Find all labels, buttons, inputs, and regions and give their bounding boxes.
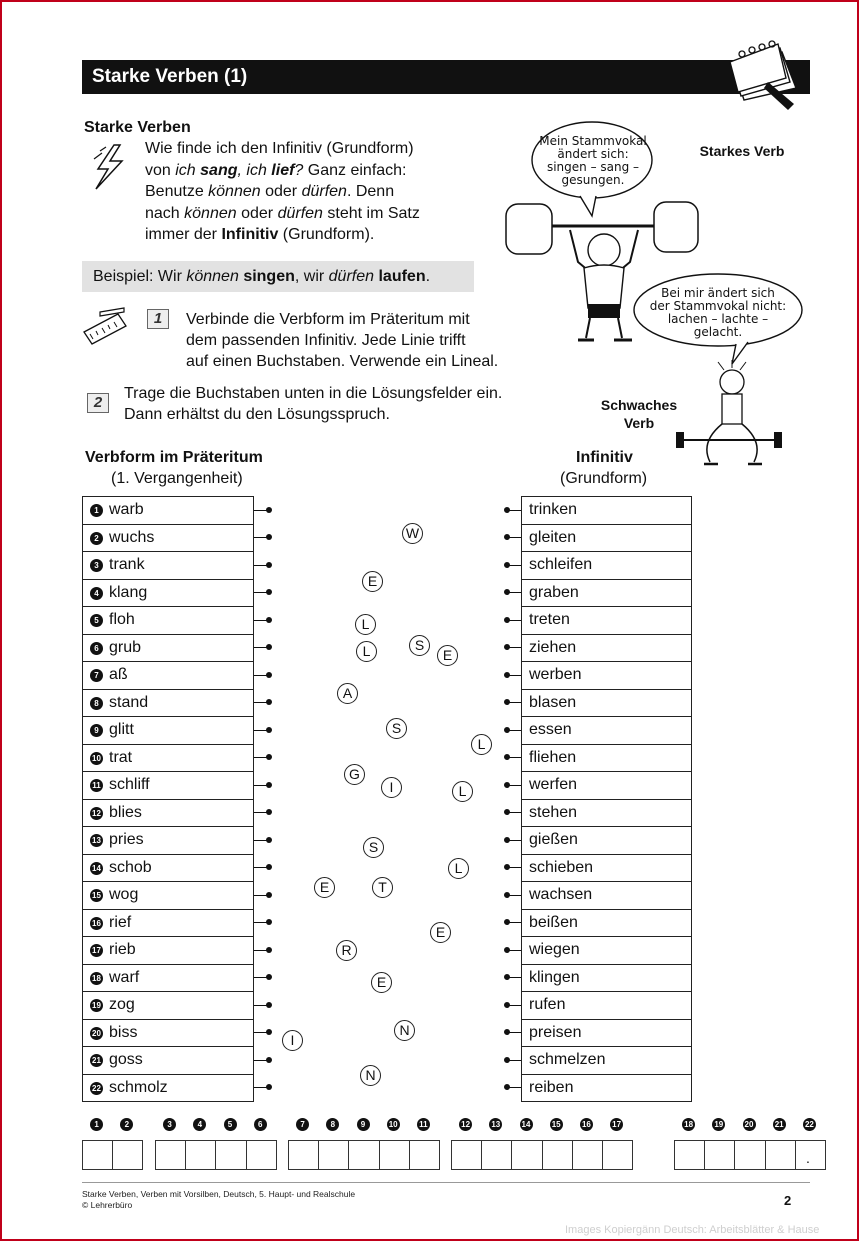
preterite-verb-row <box>83 497 254 525</box>
answer-box[interactable] <box>155 1140 186 1170</box>
footer: Starke Verben, Verben mit Vorsilben, Deutsch, 5. Haupt- und Realschule © Lehrerbüro <box>82 1189 356 1210</box>
example-box: Beispiel: Wir können singen, wir dürfen laufen. <box>82 261 474 292</box>
infinitive-verb-label: trinken <box>529 501 578 519</box>
answer-number: 17 <box>610 1118 623 1131</box>
preterite-verb-label: wuchs <box>109 528 155 546</box>
connector-dot-left[interactable] <box>266 727 272 733</box>
preterite-verb-label: blies <box>109 803 142 821</box>
preterite-verb-row <box>83 854 254 882</box>
infinitive-verb-label: gießen <box>529 831 578 849</box>
left-column-subheading: (1. Vergangenheit) <box>111 470 243 487</box>
answer-number: 20 <box>743 1118 756 1131</box>
item-number-badge: 18 <box>90 972 103 985</box>
item-number-badge: 11 <box>90 779 103 792</box>
page-number: 2 <box>784 1193 792 1208</box>
item-number-badge: 3 <box>90 559 103 572</box>
connector-dot-right[interactable] <box>504 507 510 513</box>
answer-box[interactable] <box>765 1140 796 1170</box>
infinitive-verb-row <box>522 744 692 772</box>
answer-end-mark: . <box>806 1150 810 1166</box>
connector-dot-left[interactable] <box>266 1002 272 1008</box>
preterite-verb-row <box>83 1019 254 1047</box>
infinitive-verb-row <box>522 579 692 607</box>
speech-bubble-weak: Bei mir ändert sich der Stammvokal nicht: lachen – lachte – gelacht. <box>649 286 787 339</box>
preterite-verb-row <box>83 634 254 662</box>
preterite-verb-label: stand <box>109 693 149 711</box>
infinitive-verb-label: wiegen <box>529 941 580 959</box>
preterite-verb-row <box>83 662 254 690</box>
preterite-verb-label: schliff <box>109 776 150 794</box>
connector-dot-left[interactable] <box>266 947 272 953</box>
connector-dot-right[interactable] <box>504 672 510 678</box>
answer-box[interactable] <box>246 1140 277 1170</box>
answer-box[interactable] <box>451 1140 482 1170</box>
preterite-verb-label: schob <box>109 858 152 876</box>
letter-circle: N <box>394 1020 415 1041</box>
connector-dot-right[interactable] <box>504 727 510 733</box>
infinitive-verb-row <box>522 497 692 525</box>
answer-box[interactable] <box>511 1140 542 1170</box>
letter-circle: N <box>360 1065 381 1086</box>
infinitive-verb-label: wachsen <box>529 886 593 904</box>
answer-number: 5 <box>224 1118 237 1131</box>
answer-box[interactable] <box>602 1140 633 1170</box>
letter-circle: L <box>452 781 473 802</box>
preterite-verb-label: glitt <box>109 721 134 739</box>
item-number-badge: 19 <box>90 999 103 1012</box>
letter-circle: E <box>430 922 451 943</box>
section-title: Starke Verben <box>84 119 191 136</box>
infinitive-verb-label: reiben <box>529 1078 574 1096</box>
infinitive-verb-label: werfen <box>529 776 578 794</box>
connector-dot-left[interactable] <box>266 672 272 678</box>
answer-box[interactable] <box>379 1140 410 1170</box>
answer-number: 10 <box>387 1118 400 1131</box>
preterite-verb-label: rieb <box>109 941 136 959</box>
infinitive-verb-label: preisen <box>529 1023 582 1041</box>
letter-circle: L <box>448 858 469 879</box>
item-number-badge: 8 <box>90 697 103 710</box>
preterite-verb-label: rief <box>109 913 132 931</box>
preterite-verb-row <box>83 607 254 635</box>
answer-number: 13 <box>489 1118 502 1131</box>
notepad-icon <box>724 38 804 118</box>
preterite-verb-row <box>83 882 254 910</box>
answer-box[interactable] <box>215 1140 246 1170</box>
answer-box[interactable] <box>185 1140 216 1170</box>
preterite-verb-label: warf <box>109 968 140 986</box>
task-2-badge: 2 <box>87 393 109 413</box>
letter-circle: E <box>362 571 383 592</box>
preterite-verb-row <box>83 799 254 827</box>
answer-box[interactable] <box>542 1140 573 1170</box>
preterite-verb-table <box>82 496 254 1102</box>
letter-circle: G <box>344 764 365 785</box>
preterite-verb-label: wog <box>109 886 139 904</box>
infinitive-verb-label: schleifen <box>529 556 593 574</box>
answer-number: 15 <box>550 1118 563 1131</box>
task-1-text: Verbinde die Verbform im Präteritum mit dem passenden Infinitiv. Jede Linie trifft auf einen Buchstaben. Verwende ein Lineal. <box>186 311 499 370</box>
connector-dot-left[interactable] <box>266 782 272 788</box>
infinitive-verb-row <box>522 634 692 662</box>
letter-circle: T <box>372 877 393 898</box>
item-number-badge: 2 <box>90 532 103 545</box>
infinitive-verb-row <box>522 1019 692 1047</box>
connector-dot-left[interactable] <box>266 837 272 843</box>
letter-circle: E <box>314 877 335 898</box>
connector-dot-right[interactable] <box>504 782 510 788</box>
answer-box[interactable] <box>704 1140 735 1170</box>
answer-box[interactable] <box>112 1140 143 1170</box>
infinitive-verb-row <box>522 992 692 1020</box>
speech-bubble-strong: Mein Stammvokal ändert sich: singen – sang – gesungen. <box>539 134 647 187</box>
preterite-verb-label: klang <box>109 583 148 601</box>
infinitive-verb-row <box>522 937 692 965</box>
connector-dot-right[interactable] <box>504 1057 510 1063</box>
item-number-badge: 1 <box>90 504 103 517</box>
preterite-verb-row <box>83 744 254 772</box>
item-number-badge: 6 <box>90 642 103 655</box>
preterite-verb-label: biss <box>109 1023 138 1041</box>
connector-dot-left[interactable] <box>266 562 272 568</box>
preterite-verb-label: schmolz <box>109 1078 168 1096</box>
letter-circle: R <box>336 940 357 961</box>
infinitive-verb-row <box>522 827 692 855</box>
answer-box[interactable] <box>409 1140 440 1170</box>
letter-circle: A <box>337 683 358 704</box>
answer-number: 14 <box>520 1118 533 1131</box>
infinitive-verb-row <box>522 964 692 992</box>
answer-number: 18 <box>682 1118 695 1131</box>
connector-dot-left[interactable] <box>266 892 272 898</box>
preterite-verb-label: warb <box>109 501 144 519</box>
item-number-badge: 7 <box>90 669 103 682</box>
preterite-verb-row <box>83 717 254 745</box>
connector-dot-right[interactable] <box>504 892 510 898</box>
answer-box[interactable] <box>481 1140 512 1170</box>
preterite-verb-row <box>83 937 254 965</box>
connector-dot-right[interactable] <box>504 837 510 843</box>
infinitive-verb-table <box>521 496 692 1102</box>
item-number-badge: 17 <box>90 944 103 957</box>
infinitive-verb-label: graben <box>529 583 579 601</box>
preterite-verb-row <box>83 1047 254 1075</box>
infinitive-verb-label: schmelzen <box>529 1051 606 1069</box>
infinitive-verb-label: rufen <box>529 996 566 1014</box>
left-column-heading: Verbform im Präteritum <box>85 449 263 466</box>
preterite-verb-row <box>83 552 254 580</box>
right-column-heading: Infinitiv <box>576 449 633 466</box>
infinitive-verb-row <box>522 882 692 910</box>
infinitive-verb-label: fliehen <box>529 748 577 766</box>
preterite-verb-label: grub <box>109 638 142 656</box>
letter-circle: L <box>471 734 492 755</box>
infinitive-verb-label: schieben <box>529 858 594 876</box>
infinitive-verb-row <box>522 1074 692 1102</box>
answer-box[interactable] <box>795 1140 826 1170</box>
item-number-badge: 14 <box>90 862 103 875</box>
connector-dot-left[interactable] <box>266 617 272 623</box>
infinitive-verb-row <box>522 662 692 690</box>
infinitive-verb-label: essen <box>529 721 572 739</box>
task-1-badge: 1 <box>147 309 169 329</box>
preterite-verb-label: goss <box>109 1051 143 1069</box>
letter-circle: L <box>355 614 376 635</box>
strong-verb-label: Starkes Verb <box>699 143 785 159</box>
answer-box[interactable] <box>318 1140 349 1170</box>
infinitive-verb-row <box>522 1047 692 1075</box>
infinitive-verb-label: treten <box>529 611 570 629</box>
infinitive-verb-label: klingen <box>529 968 580 986</box>
item-number-badge: 13 <box>90 834 103 847</box>
preterite-verb-label: trank <box>109 556 145 574</box>
item-number-badge: 12 <box>90 807 103 820</box>
weak-verb-label: Schwaches Verb <box>600 397 678 431</box>
answer-number: 6 <box>254 1118 267 1131</box>
answer-number: 1 <box>90 1118 103 1131</box>
infinitive-verb-row <box>522 717 692 745</box>
infinitive-verb-row <box>522 607 692 635</box>
answer-box[interactable] <box>734 1140 765 1170</box>
infinitive-verb-row <box>522 524 692 552</box>
answer-number: 22 <box>803 1118 816 1131</box>
item-number-badge: 21 <box>90 1054 103 1067</box>
letter-circle: L <box>356 641 377 662</box>
answer-box[interactable] <box>674 1140 705 1170</box>
letter-circle: W <box>402 523 423 544</box>
answer-number: 9 <box>357 1118 370 1131</box>
connector-dot-right[interactable] <box>504 562 510 568</box>
footer-divider <box>82 1182 810 1183</box>
infinitive-verb-label: gleiten <box>529 528 577 546</box>
watermark: Images Kopiergänn Deutsch: Arbeitsblätter & Hause <box>565 1224 820 1236</box>
infinitive-verb-row <box>522 854 692 882</box>
answer-number: 2 <box>120 1118 133 1131</box>
answer-box[interactable] <box>82 1140 113 1170</box>
preterite-verb-row <box>83 964 254 992</box>
item-number-badge: 22 <box>90 1082 103 1095</box>
infinitive-verb-row <box>522 909 692 937</box>
answer-box[interactable] <box>572 1140 603 1170</box>
infinitive-verb-label: stehen <box>529 803 578 821</box>
answer-box[interactable] <box>348 1140 379 1170</box>
infinitive-verb-label: beißen <box>529 913 578 931</box>
preterite-verb-label: trat <box>109 748 133 766</box>
right-column-subheading: (Grundform) <box>560 470 648 487</box>
item-number-badge: 16 <box>90 917 103 930</box>
letter-circle: S <box>409 635 430 656</box>
preterite-verb-label: floh <box>109 611 135 629</box>
preterite-verb-row <box>83 992 254 1020</box>
item-number-badge: 10 <box>90 752 103 765</box>
item-number-badge: 4 <box>90 587 103 600</box>
intro-text: Wie finde ich den Infinitiv (Grundform) von ich sang, ich lief? Ganz einfach: Benutze können oder dürfen. Denn nach können oder dürfen steht im Satz immer der Infinitiv (Grundform). <box>145 140 420 243</box>
connector-dot-left[interactable] <box>266 1057 272 1063</box>
preterite-verb-label: aß <box>109 666 128 684</box>
item-number-badge: 15 <box>90 889 103 902</box>
task-2-text: Trage die Buchstaben unten in die Lösungsfelder ein. Dann erhältst du den Lösungsspruch. <box>124 385 503 423</box>
answer-number: 12 <box>459 1118 472 1131</box>
preterite-verb-row <box>83 689 254 717</box>
answer-number: 19 <box>712 1118 725 1131</box>
infinitive-verb-row <box>522 689 692 717</box>
connector-dot-right[interactable] <box>504 947 510 953</box>
letter-circle: S <box>386 718 407 739</box>
infinitive-verb-row <box>522 772 692 800</box>
answer-number: 21 <box>773 1118 786 1131</box>
letter-circle: E <box>371 972 392 993</box>
answer-box[interactable] <box>288 1140 319 1170</box>
preterite-verb-row <box>83 579 254 607</box>
letter-circle: I <box>381 777 402 798</box>
answer-number: 4 <box>193 1118 206 1131</box>
preterite-verb-label: zog <box>109 996 135 1014</box>
lightning-icon <box>90 143 130 193</box>
letter-circle: S <box>363 837 384 858</box>
letter-circle: E <box>437 645 458 666</box>
infinitive-verb-row <box>522 552 692 580</box>
preterite-verb-row <box>83 524 254 552</box>
connector-dot-right[interactable] <box>504 617 510 623</box>
item-number-badge: 20 <box>90 1027 103 1040</box>
page-title: Starke Verben (1) <box>82 60 810 94</box>
answer-number: 16 <box>580 1118 593 1131</box>
infinitive-verb-label: werben <box>529 666 582 684</box>
item-number-badge: 5 <box>90 614 103 627</box>
connector-dot-left[interactable] <box>266 507 272 513</box>
answer-number: 7 <box>296 1118 309 1131</box>
infinitive-verb-label: ziehen <box>529 638 577 656</box>
ruler-icon <box>80 306 130 356</box>
answer-number: 11 <box>417 1118 430 1131</box>
letter-circle: I <box>282 1030 303 1051</box>
preterite-verb-row <box>83 1074 254 1102</box>
answer-number: 8 <box>326 1118 339 1131</box>
infinitive-verb-label: blasen <box>529 693 577 711</box>
preterite-verb-row <box>83 772 254 800</box>
answer-number: 3 <box>163 1118 176 1131</box>
item-number-badge: 9 <box>90 724 103 737</box>
preterite-verb-label: pries <box>109 831 144 849</box>
infinitive-verb-row <box>522 799 692 827</box>
connector-dot-right[interactable] <box>504 1002 510 1008</box>
preterite-verb-row <box>83 827 254 855</box>
preterite-verb-row <box>83 909 254 937</box>
